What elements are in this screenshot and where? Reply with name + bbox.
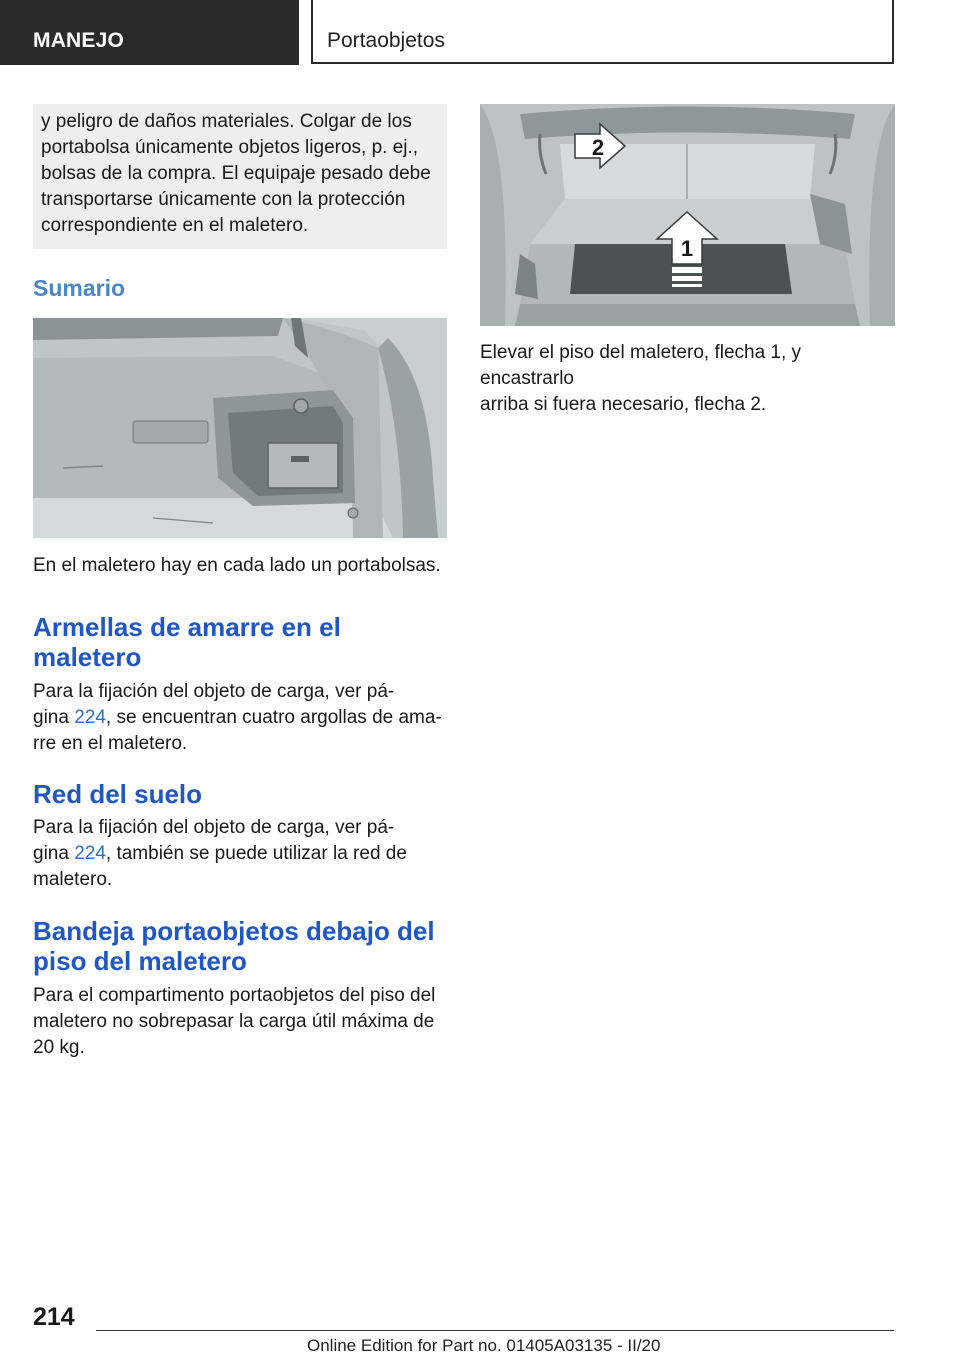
warning-line: transportarse únicamente con la protección (41, 189, 406, 210)
red-line: Para la fijación del objeto de carga, ver pá‐ (33, 817, 395, 838)
bandeja-heading (33, 916, 453, 976)
bandeja-paragraph (33, 983, 448, 1061)
bandeja-line: Para el compartimento portaobjetos del piso del (33, 985, 436, 1006)
sumario-heading: Sumario (33, 275, 126, 301)
trunk-floor-illustration (480, 104, 895, 326)
page-number: 214 (33, 1303, 75, 1331)
red-line-pre: gina (33, 843, 75, 864)
armellas-line-post: , se encuentran cuatro argollas de ama‐ (105, 707, 442, 728)
footer-edition: Online Edition for Part no. 01405A03135 - II/20 (307, 1336, 661, 1355)
figure2-caption-line: Elevar el piso del maletero, flecha 1, y encastrarlo (480, 342, 802, 389)
figure2-caption (480, 340, 900, 418)
warning-line: portabolsa únicamente objetos ligeros, p. ej., (41, 137, 419, 158)
bandeja-heading-line: piso del maletero (33, 946, 247, 976)
armellas-paragraph (33, 679, 448, 757)
bandeja-heading-line: Bandeja portaobjetos debajo del (33, 916, 435, 946)
armellas-heading-line: maletero (33, 642, 142, 672)
page-link-224[interactable]: 224 (74, 843, 106, 864)
red-line: maletero. (33, 869, 113, 890)
section-label: MANEJO (33, 29, 125, 52)
arrow-1-label: 1 (680, 236, 694, 261)
page-link-224[interactable]: 224 (74, 707, 106, 728)
warning-line: correspondiente en el maletero. (41, 215, 309, 236)
warning-line: bolsas de la compra. El equipaje pesado debe (41, 163, 431, 184)
red-line (33, 841, 448, 867)
section-tab (0, 0, 299, 65)
armellas-heading-line: Armellas de amarre en el (33, 612, 341, 642)
figure2-caption-line: arriba si fuera necesario, flecha 2. (480, 394, 767, 415)
bandeja-line: 20 kg. (33, 1037, 85, 1058)
armellas-line (33, 705, 448, 731)
armellas-line-pre: gina (33, 707, 75, 728)
armellas-line: Para la fijación del objeto de carga, ver pá‐ (33, 681, 395, 702)
sumario-caption: En el maletero hay en cada lado un portabolsas. (33, 555, 441, 576)
arrow-2-label: 2 (591, 135, 605, 160)
armellas-line: rre en el maletero. (33, 733, 188, 754)
red-heading: Red del suelo (33, 779, 203, 809)
chapter-title: Portaobjetos (327, 29, 445, 52)
chapter-tab (311, 0, 894, 64)
armellas-heading (33, 612, 453, 672)
warning-line: y peligro de daños materiales. Colgar de los (41, 111, 412, 132)
warning-box (33, 104, 447, 249)
bandeja-line: maletero no sobrepasar la carga útil máxima de (33, 1011, 435, 1032)
footer-rule (96, 1330, 894, 1331)
trunk-side-illustration (33, 318, 447, 538)
red-line-post: , también se puede utilizar la red de (105, 843, 407, 864)
red-paragraph (33, 815, 448, 893)
